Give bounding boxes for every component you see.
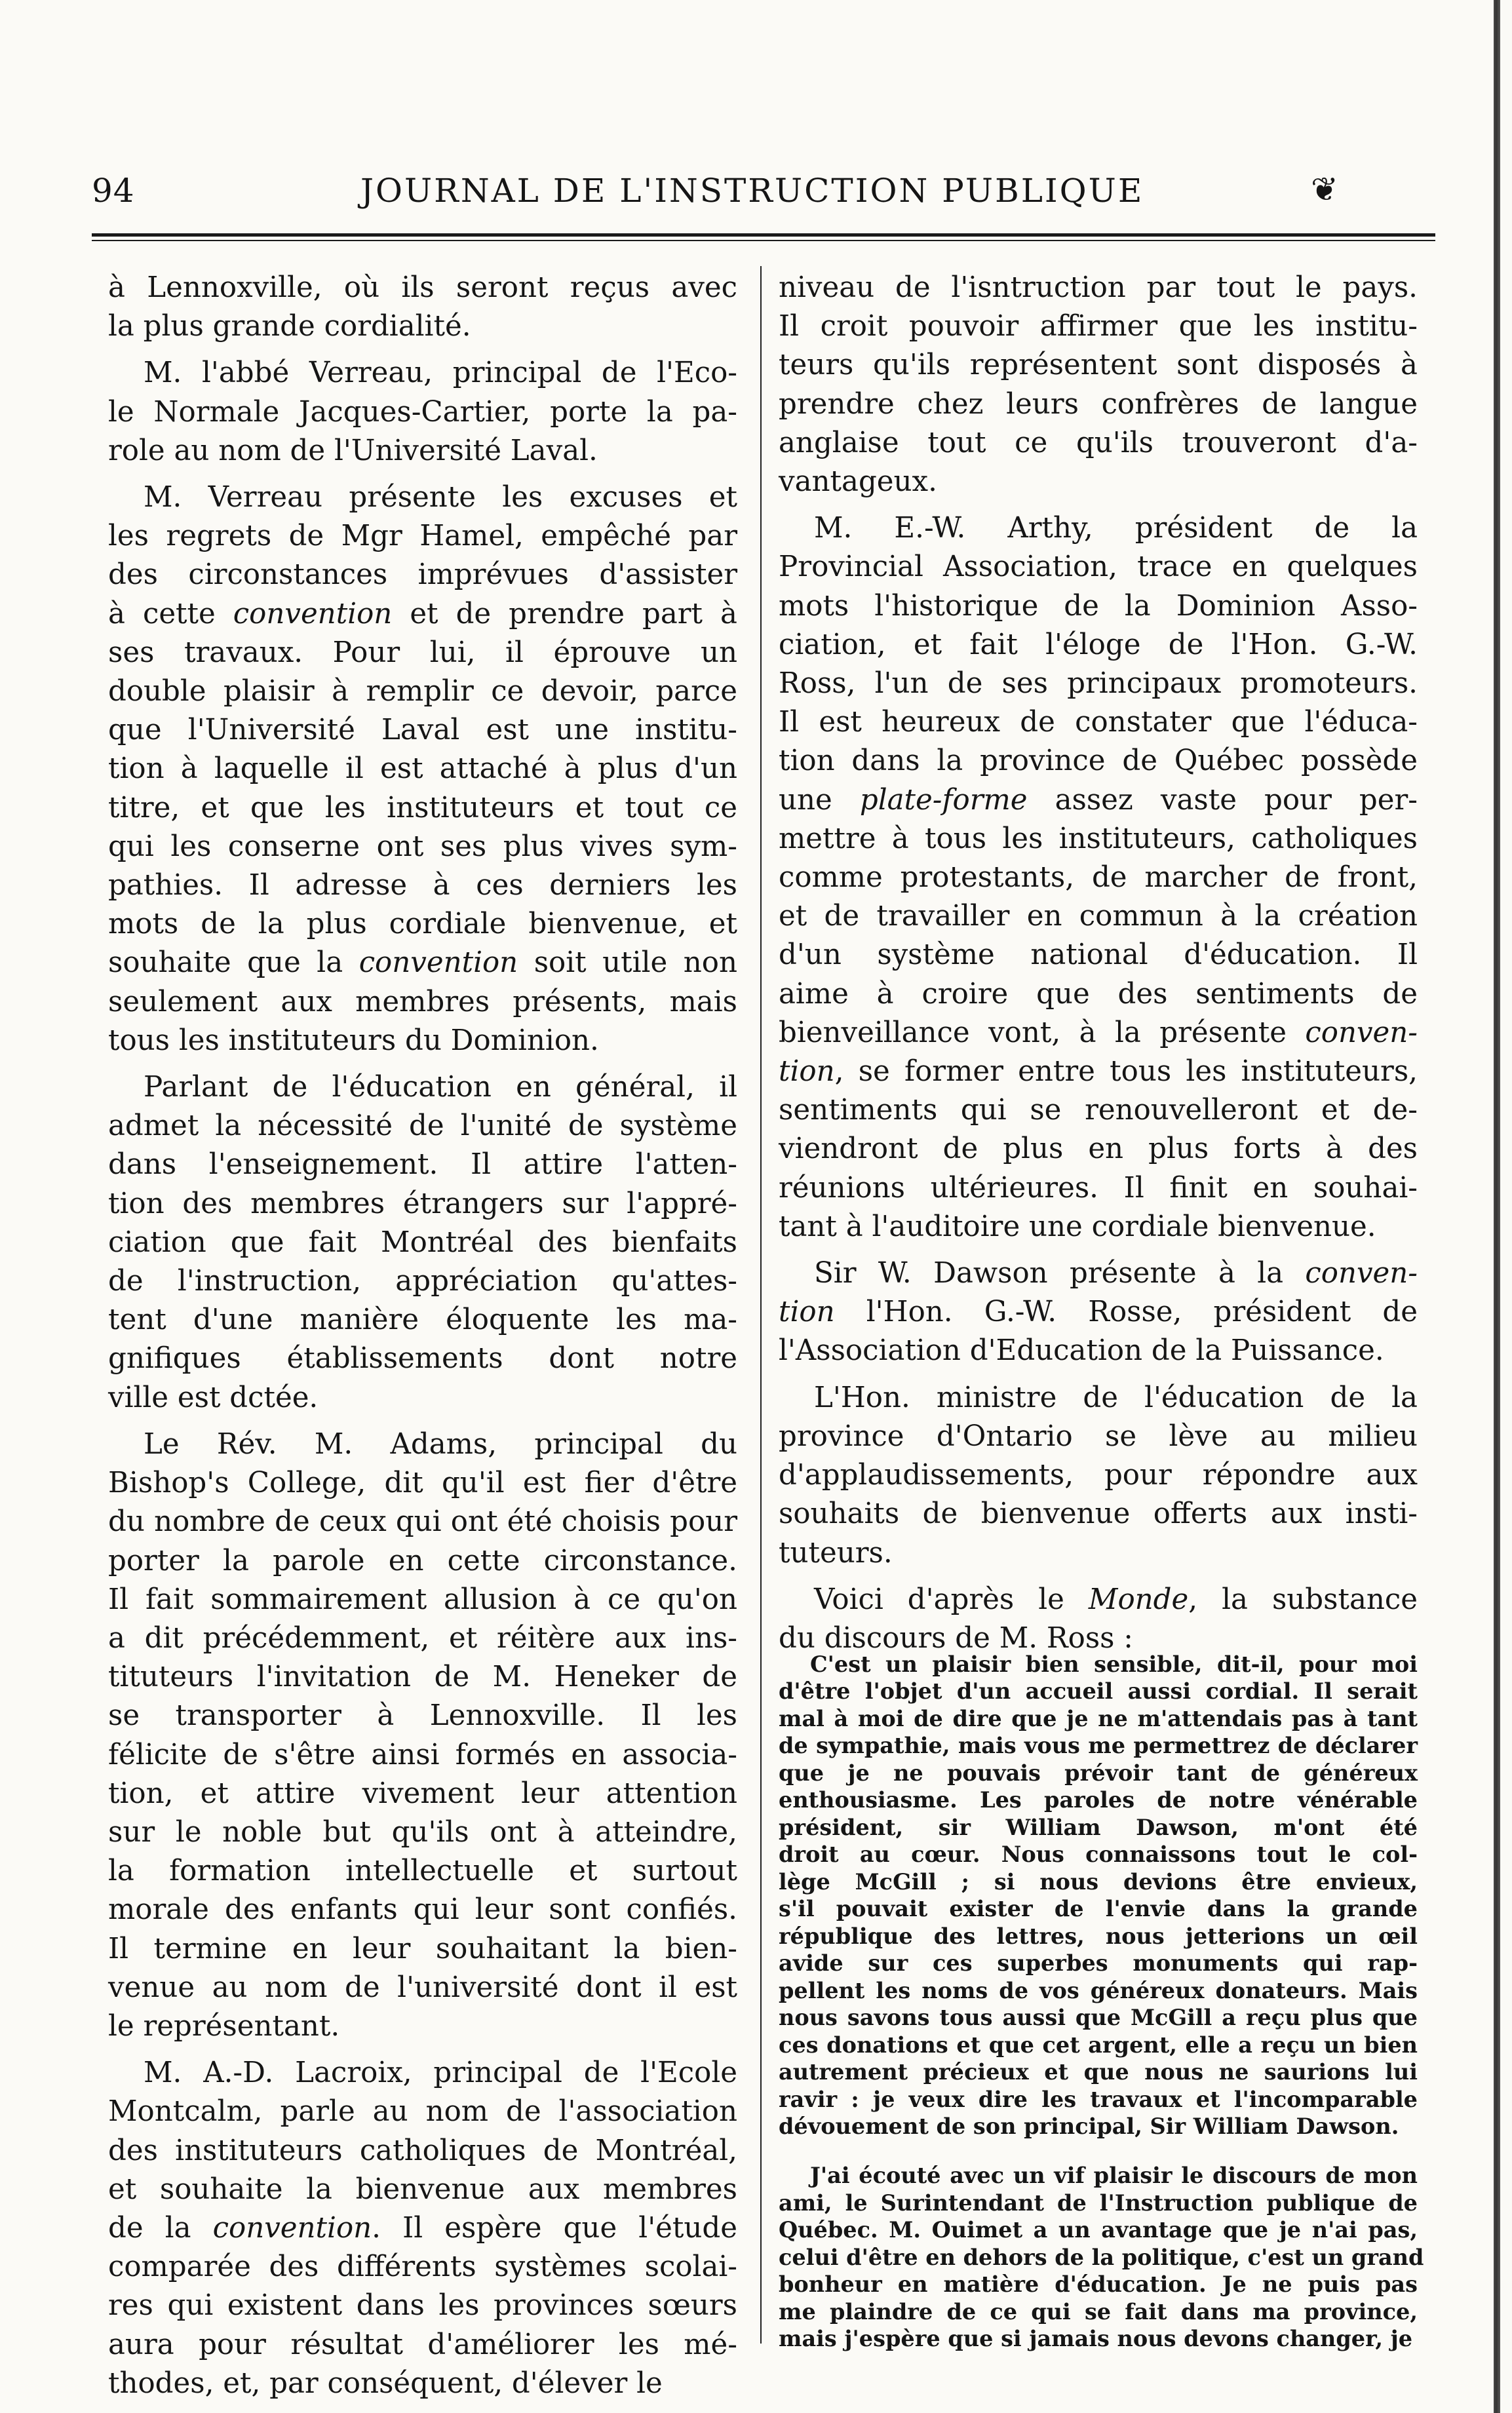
- text-line: que je ne pouvais prévoir tant de généreux: [779, 1760, 1418, 1786]
- text-line: mettre à tous les instituteurs, catholiques: [779, 822, 1418, 855]
- left-column-paragraph: [108, 269, 737, 346]
- text-line: a dit précédemment, et réitère aux ins-: [108, 1621, 737, 1655]
- text-line: de l'instruction, appréciation qu'attes-: [108, 1265, 737, 1298]
- text-line: ciation, et fait l'éloge de l'Hon. G.-W.: [779, 628, 1418, 661]
- header-rule-thick: [92, 233, 1435, 237]
- text-line: comme protestants, de marcher de front,: [779, 861, 1418, 895]
- text-line: félicite de s'être ainsi formés en associa-: [108, 1738, 737, 1771]
- text-line: ses travaux. Pour lui, il éprouve un: [108, 636, 737, 669]
- text-line: des instituteurs catholiques de Montréal,: [108, 2134, 737, 2167]
- text-line: la formation intellectuelle et surtout: [108, 1855, 737, 1888]
- text-line: M. Verreau présente les excuses et: [144, 481, 737, 514]
- text-line: dévouement de son principal, Sir William Dawson.: [779, 2114, 1399, 2139]
- text-line: la plus grande cordialité.: [108, 310, 471, 343]
- text-line: mal à moi de dire que je ne m'attendais pas à tant: [779, 1705, 1418, 1731]
- text-line: s'il pouvait exister de l'envie dans la grande: [779, 1896, 1418, 1921]
- left-column-paragraph: [108, 1068, 737, 1418]
- text-line: ravir : je veux dire les travaux et l'incomparable: [779, 2086, 1418, 2112]
- text-line: tion des membres étrangers sur l'appré-: [108, 1187, 737, 1220]
- text-line: Montcalm, parle au nom de l'association: [108, 2095, 737, 2129]
- text-line: avide sur ces superbes monuments qui rap-: [779, 1950, 1418, 1976]
- text-line: tion à laquelle il est attaché à plus d'un: [108, 752, 737, 786]
- text-line: souhaits de bienvenue offerts aux insti-: [779, 1497, 1418, 1531]
- page-edge-shadow: [1494, 0, 1500, 2413]
- text-line: teurs qu'ils représentent sont disposés à: [779, 349, 1418, 382]
- text-line: thodes, et, par conséquent, d'élever le: [108, 2366, 663, 2400]
- text-line: bonheur en matière d'éducation. Je ne puis pas: [779, 2271, 1418, 2297]
- text-line: une plate-forme assez vaste pour per-: [779, 783, 1418, 817]
- quote-paragraph: [779, 1651, 1418, 2140]
- right-column-paragraph: [779, 1379, 1418, 1573]
- right-column-paragraph: [779, 1254, 1418, 1371]
- text-line: M. A.-D. Lacroix, principal de l'Ecole: [144, 2056, 737, 2090]
- text-line: M. E.-W. Arthy, président de la: [814, 512, 1418, 545]
- text-line: L'Hon. ministre de l'éducation de la: [814, 1381, 1418, 1414]
- text-line: du discours de M. Ross :: [779, 1621, 1133, 1655]
- page-number: 94: [92, 172, 135, 210]
- text-line: souhaite que la convention soit utile non: [108, 946, 737, 980]
- left-column-paragraph: [108, 478, 737, 1060]
- text-line: Sir W. Dawson présente à la conven-: [814, 1257, 1418, 1290]
- header-rule-thin: [92, 240, 1435, 241]
- running-title: JOURNAL DE L'INSTRUCTION PUBLIQUE: [360, 172, 1144, 210]
- text-line: sentiments qui se renouvelleront et de-: [779, 1094, 1418, 1127]
- text-line: double plaisir à remplir ce devoir, parce: [108, 675, 737, 708]
- page-header: [92, 172, 1442, 218]
- text-line: que l'Université Laval est une institu-: [108, 714, 737, 747]
- text-line: tituteurs l'invitation de M. Heneker de: [108, 1661, 737, 1694]
- text-line: viendront de plus en plus forts à des: [779, 1132, 1418, 1166]
- left-column-paragraph: [108, 354, 737, 471]
- text-line: ciation que fait Montréal des bienfaits: [108, 1226, 737, 1259]
- left-column: [108, 269, 737, 2403]
- text-line: d'être l'objet d'un accueil aussi cordial. Il serait: [779, 1678, 1418, 1704]
- text-line: du nombre de ceux qui ont été choisis pour: [108, 1505, 737, 1539]
- text-line: morale des enfants qui leur sont confiés.: [108, 1893, 737, 1927]
- text-line: Ross, l'un de ses principaux promoteurs.: [779, 667, 1418, 701]
- text-line: tuteurs.: [779, 1536, 893, 1570]
- left-column-paragraph: [108, 2054, 737, 2403]
- text-line: porter la parole en cette circonstance.: [108, 1544, 737, 1577]
- text-line: tent d'une manière éloquente les ma-: [108, 1303, 737, 1337]
- text-line: mais j'espère que si jamais nous devons changer, je: [779, 2326, 1413, 2351]
- text-line: des circonstances imprévues d'assister: [108, 558, 737, 592]
- text-line: J'ai écouté avec un vif plaisir le discours de mon: [810, 2163, 1418, 2188]
- right-column-paragraph: [779, 269, 1418, 501]
- text-line: qui les conserne ont ses plus vives sym-: [108, 830, 737, 863]
- text-line: président, sir William Dawson, m'ont été: [779, 1814, 1418, 1840]
- text-line: sur le noble but qu'ils ont à atteindre,: [108, 1815, 737, 1849]
- text-line: tion, et attire vivement leur attention: [108, 1777, 737, 1810]
- text-line: tion, se former entre tous les instituteurs,: [779, 1055, 1418, 1089]
- text-line: me plaindre de ce qui se fait dans ma province,: [779, 2298, 1418, 2325]
- text-line: prendre chez leurs confrères de langue: [779, 387, 1418, 421]
- right-column: [779, 269, 1418, 1658]
- text-line: autrement précieux et que nous ne saurions lui: [779, 2059, 1418, 2085]
- text-line: niveau de l'isntruction par tout le pays.: [779, 271, 1418, 304]
- text-line: aime à croire que des sentiments de: [779, 977, 1418, 1011]
- text-line: à cette convention et de prendre part à: [108, 597, 737, 630]
- text-line: le représentant.: [108, 2009, 340, 2043]
- text-line: Il fait sommairement allusion à ce qu'on: [108, 1583, 737, 1616]
- quote-paragraph: [779, 2162, 1424, 2353]
- text-line: droit au cœur. Nous connaissons tout le col-: [779, 1842, 1418, 1867]
- left-column-paragraph: [108, 1425, 737, 2046]
- text-line: le Normale Jacques-Cartier, porte la pa-: [108, 395, 737, 429]
- text-line: C'est un plaisir bien sensible, dit-il, pour moi: [810, 1651, 1418, 1677]
- text-line: mots l'historique de la Dominion Asso-: [779, 589, 1418, 623]
- text-line: république des lettres, nous jetterions un œil: [779, 1923, 1418, 1949]
- text-line: province d'Ontario se lève au milieu: [779, 1419, 1418, 1453]
- text-line: pellent les noms de vos généreux donateurs. Mais: [779, 1977, 1418, 2003]
- text-line: l'Association d'Education de la Puissance.: [779, 1334, 1384, 1368]
- text-line: enthousiasme. Les paroles de notre vénérable: [779, 1787, 1418, 1813]
- text-line: lège McGill ; si nous devions être envieux,: [779, 1868, 1418, 1895]
- text-line: admet la nécessité de l'unité de système: [108, 1110, 737, 1143]
- text-line: réunions ultérieures. Il finit en souhai-: [779, 1171, 1418, 1205]
- text-line: seulement aux membres présents, mais: [108, 985, 737, 1018]
- text-line: Voici d'après le Monde, la substance: [814, 1583, 1418, 1616]
- text-line: mots de la plus cordiale bienvenue, et: [108, 908, 737, 941]
- text-line: à Lennoxville, où ils seront reçus avec: [108, 271, 737, 304]
- text-line: d'un système national d'éducation. Il: [779, 938, 1418, 972]
- text-line: Provincial Association, trace en quelques: [779, 550, 1418, 584]
- text-line: Parlant de l'éducation en général, il: [144, 1071, 737, 1104]
- text-line: M. l'abbé Verreau, principal de l'Eco-: [144, 357, 737, 390]
- quoted-speech: [779, 1629, 1424, 2374]
- text-line: ces donations et que cet argent, elle a reçu un bien: [779, 2032, 1418, 2058]
- text-line: vantageux.: [779, 465, 937, 499]
- text-line: ami, le Surintendant de l'Instruction publique de: [779, 2190, 1418, 2216]
- text-line: venue au nom de l'université dont il est: [108, 1971, 737, 2004]
- text-line: se transporter à Lennoxville. Il les: [108, 1699, 737, 1733]
- text-line: res qui existent dans les provinces sœurs: [108, 2289, 737, 2323]
- text-line: nous savons tous aussi que McGill a reçu plus que: [779, 2005, 1418, 2030]
- text-line: anglaise tout ce qu'ils trouveront d'a-: [779, 426, 1418, 459]
- text-line: aura pour résultat d'améliorer les mé-: [108, 2328, 737, 2361]
- text-line: Il croit pouvoir affirmer que les institu-: [779, 310, 1418, 343]
- text-line: et souhaite la bienvenue aux membres: [108, 2172, 737, 2206]
- text-line: tous les instituteurs du Dominion.: [108, 1024, 599, 1057]
- text-line: dans l'enseignement. Il attire l'atten-: [108, 1148, 737, 1182]
- text-line: pathies. Il adresse à ces derniers les: [108, 869, 737, 902]
- column-divider: [760, 266, 762, 2344]
- text-line: les regrets de Mgr Hamel, empêché par: [108, 520, 737, 553]
- text-line: tion dans la province de Québec possède: [779, 744, 1418, 778]
- text-line: bienveillance vont, à la présente conven-: [779, 1016, 1418, 1049]
- text-line: gnifiques établissements dont notre: [108, 1342, 737, 1376]
- text-line: role au nom de l'Université Laval.: [108, 434, 598, 467]
- text-line: de sympathie, mais vous me permettrez de déclarer: [779, 1733, 1418, 1758]
- text-line: Québec. M. Ouimet a un avantage que je n'ai pas,: [779, 2217, 1418, 2243]
- text-line: et de travailler en commun à la création: [779, 900, 1418, 933]
- text-line: celui d'être en dehors de la politique, c'est un grand: [779, 2244, 1424, 2270]
- text-line: Il termine en leur souhaitant la bien-: [108, 1932, 737, 1965]
- text-line: d'applaudissements, pour répondre aux: [779, 1459, 1418, 1492]
- text-line: titre, et que les instituteurs et tout ce: [108, 791, 737, 824]
- text-line: Le Rév. M. Adams, principal du: [144, 1427, 737, 1461]
- text-line: de la convention. Il espère que l'étude: [108, 2211, 738, 2245]
- right-column-paragraph: [779, 509, 1418, 1246]
- fleuron-icon: ❦: [1311, 170, 1338, 208]
- text-line: Bishop's College, dit qu'il est fier d'être: [108, 1467, 737, 1500]
- text-line: ville est dctée.: [108, 1381, 319, 1414]
- text-line: comparée des différents systèmes scolai-: [108, 2250, 737, 2284]
- text-line: tant à l'auditoire une cordiale bienvenue.: [779, 1210, 1376, 1243]
- text-line: tion l'Hon. G.-W. Rosse, président de: [779, 1296, 1418, 1329]
- text-line: Il est heureux de constater que l'éduca-: [779, 706, 1418, 739]
